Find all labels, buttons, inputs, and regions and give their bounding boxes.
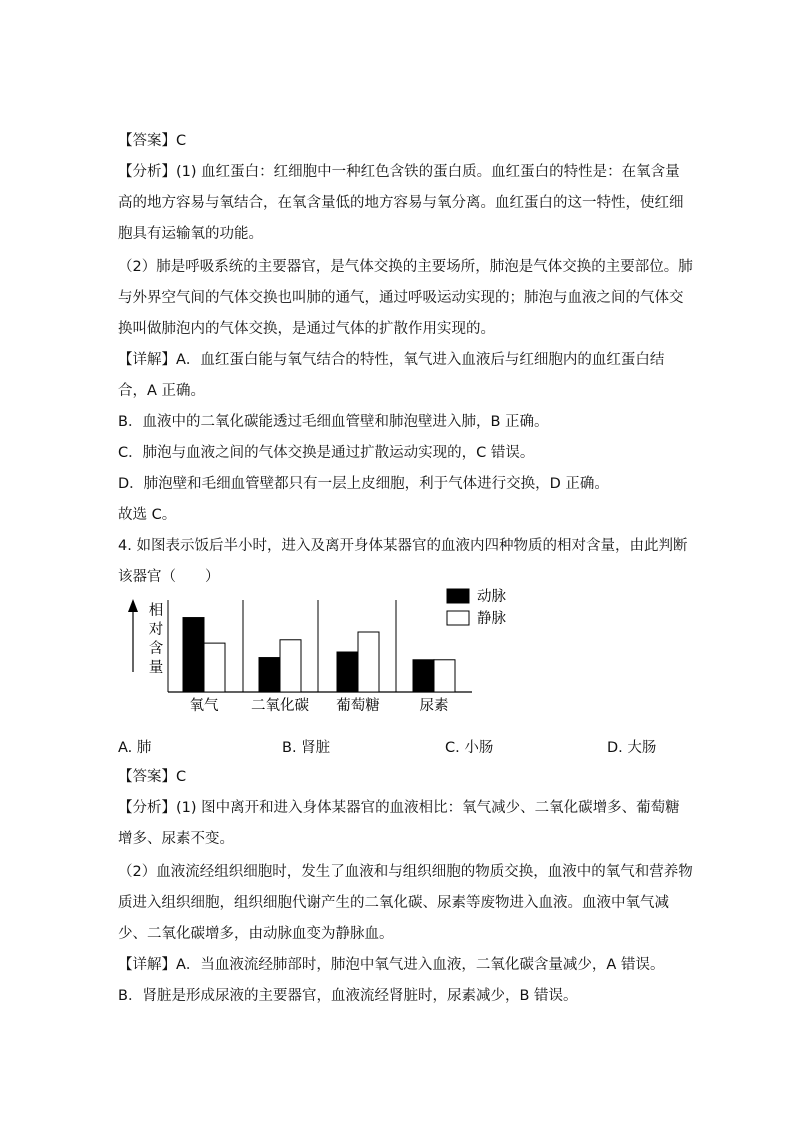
option-d[interactable]: D. 大肠 <box>607 740 657 756</box>
y-axis-label-char: 相 <box>148 603 164 619</box>
bar-vein <box>204 643 225 692</box>
x-tick-label: 尿素 <box>419 698 449 714</box>
bar-artery <box>183 618 204 692</box>
bar-vein <box>434 660 455 692</box>
analysis-line: 质进入组织细胞，组织细胞代谢产生的二氧化碳、尿素等废物进入血液。血液中氧气减 <box>118 895 669 911</box>
detail-line: C．肺泡与血液之间的气体交换是通过扩散运动实现的，C 错误。 <box>118 445 535 461</box>
analysis-line: 换叫做肺泡内的气体交换，是通过气体的扩散作用实现的。 <box>118 321 495 337</box>
analysis-line: 高的地方容易与氧结合，在氧含量低的地方容易与氧分离。血红蛋白的这一特性，使红细 <box>118 195 684 211</box>
y-axis-label-char: 对 <box>148 622 164 638</box>
detail-line: B．肾脏是形成尿液的主要器官，血液流经肾脏时，尿素减少，B 错误。 <box>118 988 578 1004</box>
legend-label: 动脉 <box>477 589 506 605</box>
question-stem: 该器官（ ） <box>118 569 220 585</box>
detail-line: B．血液中的二氧化碳能透过毛细血管壁和肺泡壁进入肺，B 正确。 <box>118 414 549 430</box>
y-axis-label-char: 量 <box>148 660 164 676</box>
detail-line: 【详解】A．血红蛋白能与氧气结合的特性，氧气进入血液后与红细胞内的血红蛋白结 <box>118 352 665 368</box>
bar-artery <box>413 660 434 692</box>
bar-artery <box>259 658 280 692</box>
analysis-line: （2）肺是呼吸系统的主要器官，是气体交换的主要场所，肺泡是气体交换的主要部位。肺 <box>118 259 693 275</box>
option-c[interactable]: C. 小肠 <box>445 740 494 756</box>
analysis-line: 【分析】(1) 血红蛋白：红细胞中一种红色含铁的蛋白质。血红蛋白的特性是：在氧含量 <box>118 164 680 180</box>
legend-swatch <box>447 589 469 603</box>
analysis-line: 【分析】(1) 图中离开和进入身体某器官的血液相比：氧气减少、二氧化碳增多、葡萄糖 <box>118 800 680 816</box>
y-axis-arrow-head <box>128 599 138 612</box>
option-b[interactable]: B. 肾脏 <box>282 740 331 756</box>
x-tick-label: 二氧化碳 <box>251 698 309 714</box>
detail-line: 【详解】A．当血液流经肺部时，肺泡中氧气进入血液，二氧化碳含量减少，A 错误。 <box>118 957 665 973</box>
legend-swatch <box>447 611 469 625</box>
bar-artery <box>337 652 358 692</box>
x-tick-label: 葡萄糖 <box>336 698 380 714</box>
answer-line-2: 【答案】C <box>118 769 187 785</box>
analysis-line: 增多、尿素不变。 <box>118 831 234 847</box>
x-tick-label: 氧气 <box>189 698 219 714</box>
detail-line: D．肺泡壁和毛细血管壁都只有一层上皮细胞，利于气体进行交换，D 正确。 <box>118 476 609 492</box>
analysis-line: 与外界空气间的气体交换也叫肺的通气，通过呼吸运动实现的；肺泡与血液之间的气体交 <box>118 290 684 306</box>
y-axis-label-char: 含 <box>148 641 164 657</box>
answer-line-1: 【答案】C <box>118 133 187 149</box>
detail-line: 合，A 正确。 <box>118 383 206 399</box>
analysis-line: （2）血液流经组织细胞时，发生了血液和与组织细胞的物质交换，血液中的氧气和营养物 <box>118 864 693 880</box>
analysis-line: 胞具有运输氧的功能。 <box>118 226 263 242</box>
detail-line: 故选 C。 <box>118 507 177 523</box>
bar-vein <box>358 632 379 692</box>
option-a[interactable]: A. 肺 <box>118 740 152 756</box>
question-stem: 4. 如图表示饭后半小时，进入及离开身体某器官的血液内四种物质的相对含量，由此判断 <box>118 538 688 554</box>
bar-vein <box>280 640 301 692</box>
analysis-line: 少、二氧化碳增多，由动脉血变为静脉血。 <box>118 926 394 942</box>
legend-label: 静脉 <box>477 611 506 627</box>
